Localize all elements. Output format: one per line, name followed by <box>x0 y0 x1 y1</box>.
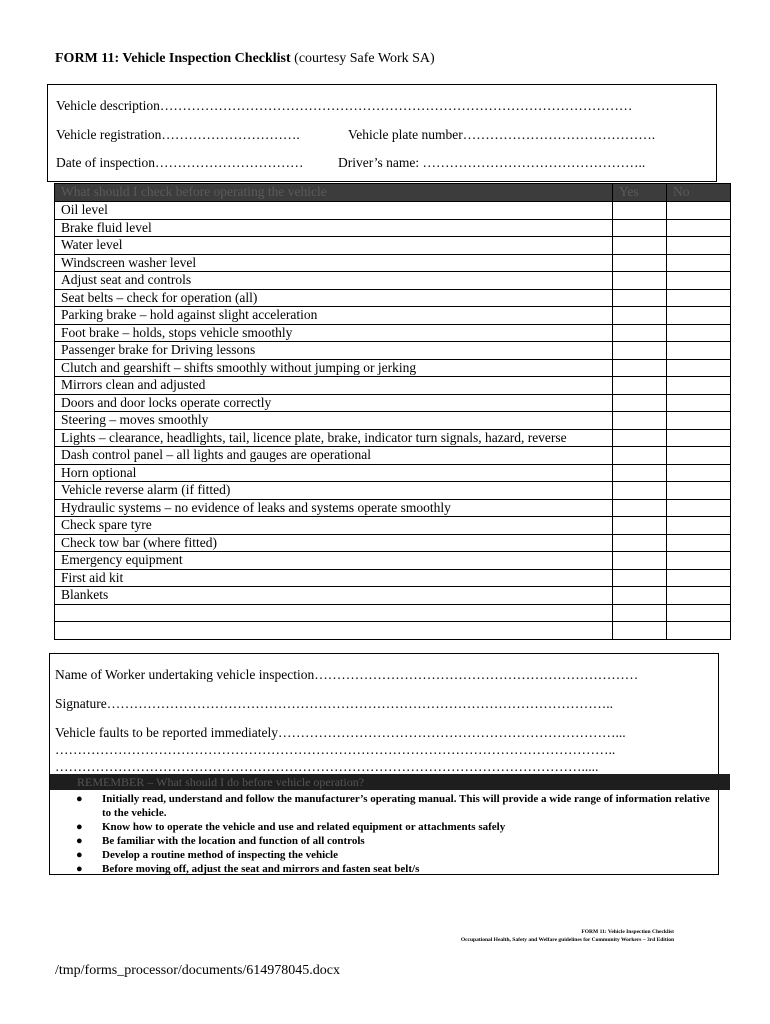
vehicle-faults-line-2[interactable]: …………………………………………………………………………………………………………….. <box>55 742 616 757</box>
yes-checkbox-cell[interactable] <box>613 377 667 395</box>
no-checkbox-cell[interactable] <box>667 552 731 570</box>
no-checkbox-cell[interactable] <box>667 289 731 307</box>
checklist-yes-header: Yes <box>613 184 667 202</box>
checklist-row <box>55 342 731 360</box>
checklist-question-header: What should I check before operating the vehicle <box>55 184 613 202</box>
yes-checkbox-cell[interactable] <box>613 289 667 307</box>
checklist-row <box>55 604 731 622</box>
no-checkbox-cell[interactable] <box>667 464 731 482</box>
form-title-bold: FORM 11: Vehicle Inspection Checklist <box>55 51 291 66</box>
yes-checkbox-cell[interactable] <box>613 447 667 465</box>
checklist-item-label: Blankets <box>55 587 613 605</box>
no-checkbox-cell[interactable] <box>667 272 731 290</box>
checklist-item-label: Water level <box>55 237 613 255</box>
footer-form-name: FORM 11: Vehicle Inspection Checklist <box>581 929 674 935</box>
yes-checkbox-cell[interactable] <box>613 517 667 535</box>
date-of-inspection-field[interactable]: Date of inspection…………………………… <box>56 155 304 170</box>
no-checkbox-cell[interactable] <box>667 569 731 587</box>
checklist-item-label: Lights – clearance, headlights, tail, licence plate, brake, indicator turn signals, hazard, reverse <box>55 429 613 447</box>
remember-bullet-text: Before moving off, adjust the seat and mirrors and fasten seat belt/s <box>102 863 420 875</box>
checklist-row <box>55 412 731 430</box>
checklist-item-label: Seat belts – check for operation (all) <box>55 289 613 307</box>
yes-checkbox-cell[interactable] <box>613 394 667 412</box>
checklist-row <box>55 307 731 325</box>
form-title <box>55 51 435 67</box>
inspection-checklist-table <box>54 183 731 640</box>
remember-bullet-item <box>50 792 718 820</box>
bullet-dot-icon: ● <box>76 849 83 861</box>
yes-checkbox-cell[interactable] <box>613 552 667 570</box>
worker-section <box>49 653 719 875</box>
yes-checkbox-cell[interactable] <box>613 272 667 290</box>
checklist-row <box>55 499 731 517</box>
no-checkbox-cell[interactable] <box>667 254 731 272</box>
yes-checkbox-cell[interactable] <box>613 534 667 552</box>
yes-checkbox-cell[interactable] <box>613 429 667 447</box>
no-checkbox-cell[interactable] <box>667 604 731 622</box>
yes-checkbox-cell[interactable] <box>613 324 667 342</box>
remember-bullet-item <box>50 862 718 876</box>
yes-checkbox-cell[interactable] <box>613 587 667 605</box>
yes-checkbox-cell[interactable] <box>613 482 667 500</box>
no-checkbox-cell[interactable] <box>667 499 731 517</box>
form-title-courtesy: (courtesy Safe Work SA) <box>290 51 435 66</box>
checklist-row <box>55 534 731 552</box>
yes-checkbox-cell[interactable] <box>613 464 667 482</box>
remember-bullet-text: Develop a routine method of inspecting the vehicle <box>102 849 338 861</box>
checklist-item-label: Dash control panel – all lights and gauges are operational <box>55 447 613 465</box>
remember-bullet-item <box>50 834 718 848</box>
checklist-item-label: Clutch and gearshift – shifts smoothly without jumping or jerking <box>55 359 613 377</box>
checklist-row <box>55 289 731 307</box>
no-checkbox-cell[interactable] <box>667 412 731 430</box>
checklist-row <box>55 237 731 255</box>
checklist-item-label: Oil level <box>55 202 613 220</box>
checklist-item-label: Doors and door locks operate correctly <box>55 394 613 412</box>
checklist-row <box>55 219 731 237</box>
no-checkbox-cell[interactable] <box>667 622 731 640</box>
document-path: /tmp/forms_processor/documents/614978045.docx <box>55 963 341 978</box>
checklist-body <box>55 202 731 640</box>
remember-bullet-text: Be familiar with the location and function of all controls <box>102 835 365 847</box>
bullet-dot-icon: ● <box>76 835 83 847</box>
no-checkbox-cell[interactable] <box>667 202 731 220</box>
checklist-header-row <box>55 184 731 202</box>
no-checkbox-cell[interactable] <box>667 324 731 342</box>
checklist-item-label: Windscreen washer level <box>55 254 613 272</box>
vehicle-faults-field[interactable]: Vehicle faults to be reported immediately…………………………………………………………………... <box>55 725 626 740</box>
drivers-name-field[interactable]: Driver’s name: ………………………………………….. <box>338 155 646 170</box>
checklist-item-label: Adjust seat and controls <box>55 272 613 290</box>
checklist-item-label: Passenger brake for Driving lessons <box>55 342 613 360</box>
no-checkbox-cell[interactable] <box>667 377 731 395</box>
checklist-item-label: Parking brake – hold against slight acceleration <box>55 307 613 325</box>
no-checkbox-cell[interactable] <box>667 482 731 500</box>
checklist-row <box>55 394 731 412</box>
bullet-dot-icon: ● <box>76 793 83 805</box>
checklist-item-label <box>55 604 613 622</box>
yes-checkbox-cell[interactable] <box>613 359 667 377</box>
remember-bullet-text: Initially read, understand and follow the manufacturer’s operating manual. This will provide a wide range of information relative to the vehicle. <box>102 793 710 819</box>
yes-checkbox-cell[interactable] <box>613 254 667 272</box>
checklist-item-label: First aid kit <box>55 569 613 587</box>
no-checkbox-cell[interactable] <box>667 517 731 535</box>
checklist-item-label: Hydraulic systems – no evidence of leaks and systems operate smoothly <box>55 499 613 517</box>
checklist-row <box>55 377 731 395</box>
checklist-row <box>55 429 731 447</box>
checklist-row <box>55 622 731 640</box>
vehicle-registration-field[interactable]: Vehicle registration…………………………. <box>56 127 300 142</box>
checklist-row <box>55 517 731 535</box>
checklist-item-label: Horn optional <box>55 464 613 482</box>
bullet-dot-icon: ● <box>76 821 83 833</box>
checklist-item-label: Mirrors clean and adjusted <box>55 377 613 395</box>
no-checkbox-cell[interactable] <box>667 237 731 255</box>
checklist-item-label: Emergency equipment <box>55 552 613 570</box>
checklist-row <box>55 464 731 482</box>
footer-guidelines: Occupational Health, Safety and Welfare guidelines for Community Workers – 3rd Edition <box>460 937 674 943</box>
no-checkbox-cell[interactable] <box>667 394 731 412</box>
no-checkbox-cell[interactable] <box>667 307 731 325</box>
yes-checkbox-cell[interactable] <box>613 342 667 360</box>
bullet-dot-icon: ● <box>76 863 83 875</box>
yes-checkbox-cell[interactable] <box>613 499 667 517</box>
no-checkbox-cell[interactable] <box>667 534 731 552</box>
checklist-row <box>55 254 731 272</box>
remember-heading: REMEMBER – What should I do before vehicle operation? <box>50 774 730 790</box>
yes-checkbox-cell[interactable] <box>613 202 667 220</box>
remember-bullet-item <box>50 820 718 834</box>
no-checkbox-cell[interactable] <box>667 342 731 360</box>
vehicle-info-box <box>47 84 717 182</box>
worker-name-field[interactable]: Name of Worker undertaking vehicle inspection……………………………………………………………… <box>55 667 639 682</box>
checklist-row <box>55 587 731 605</box>
signature-field[interactable]: Signature………………………………………………………………………………………………….. <box>55 696 613 711</box>
yes-checkbox-cell[interactable] <box>613 412 667 430</box>
no-checkbox-cell[interactable] <box>667 587 731 605</box>
yes-checkbox-cell[interactable] <box>613 219 667 237</box>
yes-checkbox-cell[interactable] <box>613 569 667 587</box>
vehicle-plate-field[interactable]: Vehicle plate number……………………………………. <box>348 127 656 142</box>
checklist-row <box>55 447 731 465</box>
checklist-no-header: No <box>667 184 731 202</box>
checklist-item-label: Steering – moves smoothly <box>55 412 613 430</box>
checklist-row <box>55 272 731 290</box>
checklist-item-label <box>55 622 613 640</box>
checklist-row <box>55 359 731 377</box>
checklist-item-label: Brake fluid level <box>55 219 613 237</box>
yes-checkbox-cell[interactable] <box>613 622 667 640</box>
remember-bullet-item <box>50 848 718 862</box>
checklist-item-label: Foot brake – holds, stops vehicle smoothly <box>55 324 613 342</box>
vehicle-faults-line-3[interactable]: ………………………………………………………………………………………………………..... <box>55 759 599 774</box>
yes-checkbox-cell[interactable] <box>613 604 667 622</box>
footer-citation <box>461 928 674 944</box>
checklist-item-label: Check spare tyre <box>55 517 613 535</box>
checklist-row <box>55 324 731 342</box>
yes-checkbox-cell[interactable] <box>613 307 667 325</box>
yes-checkbox-cell[interactable] <box>613 237 667 255</box>
no-checkbox-cell[interactable] <box>667 447 731 465</box>
no-checkbox-cell[interactable] <box>667 219 731 237</box>
no-checkbox-cell[interactable] <box>667 359 731 377</box>
no-checkbox-cell[interactable] <box>667 429 731 447</box>
checklist-row <box>55 552 731 570</box>
checklist-item-label: Vehicle reverse alarm (if fitted) <box>55 482 613 500</box>
checklist-item-label: Check tow bar (where fitted) <box>55 534 613 552</box>
checklist-row <box>55 482 731 500</box>
checklist-row <box>55 569 731 587</box>
remember-bullet-list <box>50 792 718 876</box>
checklist-row <box>55 202 731 220</box>
remember-bullet-text: Know how to operate the vehicle and use and related equipment or attachments safely <box>102 821 506 833</box>
vehicle-description-field[interactable]: Vehicle description…………………………………………………………………………………………… <box>56 98 633 113</box>
